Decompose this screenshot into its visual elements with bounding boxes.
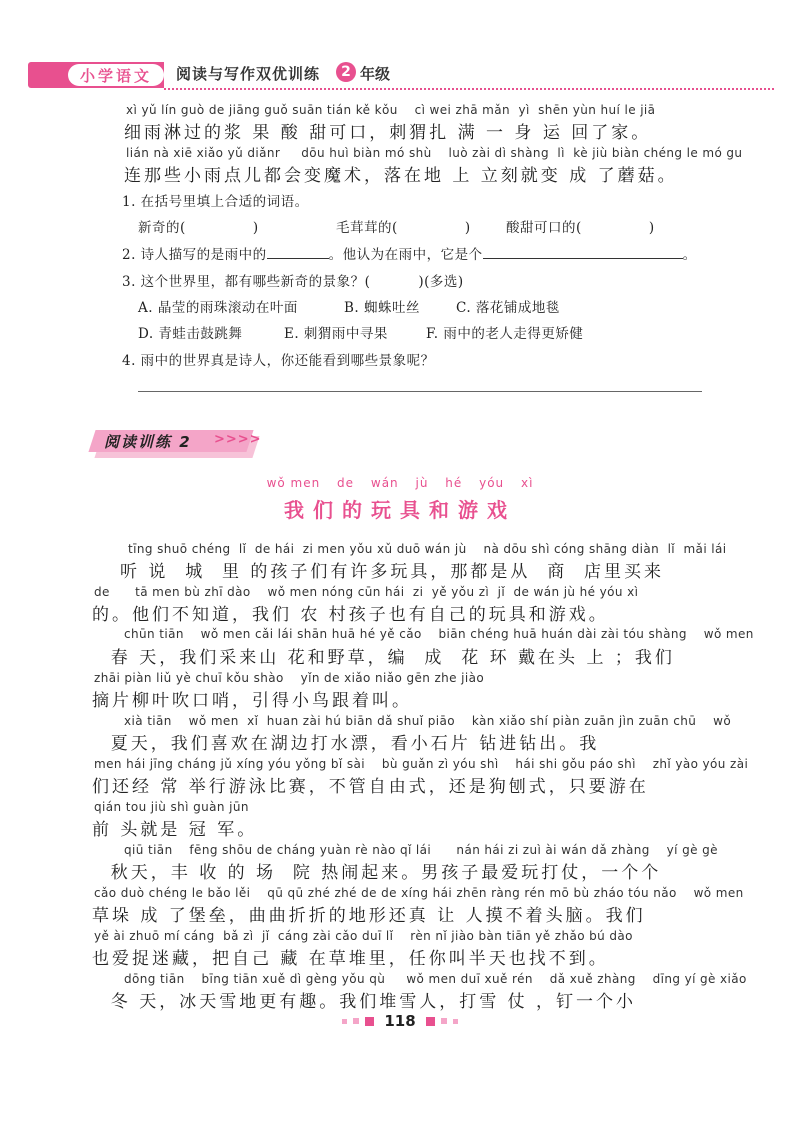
passage-pinyin: cǎo duò chéng le bǎo lěi qū qū zhé zhé de de xíng hái zhēn ràng rén mō bù zháo tóu nǎo wǒ men bbox=[94, 886, 744, 900]
book-title: 阅读与写作双优训练 bbox=[176, 65, 321, 83]
q3-option-d: D. 青蛙击鼓跳舞 bbox=[138, 326, 243, 342]
subject-badge: 小学语文 bbox=[68, 64, 164, 86]
footer-square-icon bbox=[426, 1017, 435, 1026]
question-3: 3. 这个世界里，都有哪些新奇的景象？( )(多选) bbox=[122, 274, 464, 290]
passage-text: 摘片柳叶吹口哨，引得小鸟跟着叫。 bbox=[92, 691, 412, 711]
q3-option-e: E. 刺猬雨中寻果 bbox=[284, 326, 388, 342]
footer-dot-icon bbox=[342, 1019, 347, 1024]
passage-pinyin: qiū tiān fēng shōu de cháng yuàn rè nào qǐ lái nán hái zi zuì ài wán dǎ zhàng yí gè gè bbox=[124, 843, 718, 857]
passage-pinyin: zhāi piàn liǔ yè chuī kǒu shào yǐn de xiǎo niǎo gēn zhe jiào bbox=[94, 671, 485, 685]
poem-line1-pinyin: xì yǔ lín guò de jiāng guǒ suān tián kě kǒu cì wei zhā mǎn yì shēn yùn huí le jiā bbox=[126, 103, 656, 117]
q3-option-b: B. 蜘蛛吐丝 bbox=[344, 300, 421, 316]
grade-label: 年级 bbox=[360, 65, 391, 83]
poem-line2-text: 连那些小雨点儿都会变魔术，落在地 上 立刻就变 成 了蘑菇。 bbox=[124, 166, 678, 186]
question-1: 1. 在括号里填上合适的词语。 bbox=[122, 194, 309, 210]
title-pinyin-syllable: hé bbox=[445, 476, 463, 490]
passage-text: 草垛 成 了堡垒，曲曲折折的地形还真 让 人摸不着头脑。我们 bbox=[92, 906, 646, 926]
title-pinyin-syllable: yóu bbox=[479, 476, 505, 490]
passage-text: 冬 天，冰天雪地更有趣。我们堆雪人，打雪 仗 ，钉一个小 bbox=[94, 992, 637, 1012]
title-pinyin-syllable: de bbox=[337, 476, 355, 490]
passage-pinyin: chūn tiān wǒ men cǎi lái shān huā hé yě cǎo biān chéng huā huán dài zài tóu shàng wǒ men bbox=[124, 627, 754, 641]
poem-line2-pinyin: lián nà xiē xiǎo yǔ diǎnr dōu huì biàn mó shù luò zài dì shàng lì kè jiù biàn chéng le mó gu bbox=[126, 146, 743, 160]
page-footer bbox=[0, 1012, 800, 1030]
page-number: 118 bbox=[384, 1012, 416, 1030]
passage-text: 的。他们不知道，我们 农 村孩子也有自己的玩具和游戏。 bbox=[92, 605, 609, 625]
q1-blank-1[interactable]: 新奇的( ) bbox=[138, 220, 259, 236]
passage-text: 春 天，我们采来山 花和野草，编 成 花 环 戴在头 上 ；我们 bbox=[94, 648, 675, 668]
q3-option-a: A. 晶莹的雨珠滚动在叶面 bbox=[138, 300, 298, 316]
passage-pinyin: de tā men bù zhī dào wǒ men nóng cūn hái zi yě yǒu zì jǐ de wán jù hé yóu xì bbox=[94, 585, 639, 599]
passage-pinyin: dōng tiān bīng tiān xuě dì gèng yǒu qù wǒ men duī xuě rén dǎ xuě zhàng dīng yí gè xiǎo bbox=[124, 972, 747, 986]
footer-dot-icon bbox=[353, 1018, 359, 1024]
footer-dot-icon bbox=[441, 1018, 447, 1024]
passage-pinyin: qián tou jiù shì guàn jūn bbox=[94, 800, 249, 814]
passage-text: 前 头就是 冠 军。 bbox=[92, 820, 258, 840]
passage-text: 听 说 城 里 的孩子们有许多玩具，那都是从 商 店里买来 bbox=[120, 562, 665, 582]
question-2 bbox=[122, 243, 697, 263]
passage-pinyin: xià tiān wǒ men xǐ huan zài hú biān dǎ shuǐ piāo kàn xiǎo shí piàn zuān jìn zuān chū wǒ bbox=[124, 714, 732, 728]
passage-text: 也爱捉迷藏，把自己 藏 在草堆里，任你叫半天也找不到。 bbox=[92, 949, 609, 969]
section-label: 阅读训练 2 bbox=[104, 433, 192, 451]
q3-option-f: F. 雨中的老人走得更矫健 bbox=[426, 326, 584, 342]
q2-part-b: 。他认为在雨中，它是个 bbox=[328, 247, 483, 263]
q2-part-a: 2. 诗人描写的是雨中的 bbox=[122, 247, 267, 263]
q1-blank-2[interactable]: 毛茸茸的( ) bbox=[336, 220, 471, 236]
q2-answer-blank-1[interactable] bbox=[267, 258, 329, 259]
footer-square-icon bbox=[365, 1017, 374, 1026]
poem-line1-text: 细雨淋过的浆 果 酸 甜可口，刺猬扎 满 一 身 运 回了家。 bbox=[124, 123, 652, 143]
passage-pinyin: yě ài zhuō mí cáng bǎ zì jǐ cáng zài cǎo duī lǐ rèn nǐ jiào bàn tiān yě zhǎo bú dào bbox=[94, 929, 633, 943]
q4-answer-line[interactable] bbox=[138, 391, 702, 392]
passage-pinyin: tīng shuō chéng lǐ de hái zi men yǒu xǔ duō wán jù nà dōu shì cóng shāng diàn lǐ mǎi lái bbox=[128, 542, 727, 556]
section-arrows-icon: >>>> bbox=[214, 432, 262, 447]
footer-dot-icon bbox=[453, 1019, 458, 1024]
passage-pinyin: men hái jīng cháng jǔ xíng yóu yǒng bǐ sài bù guǎn zì yóu shì hái shi gǒu páo shì zhǐ yào yóu zài bbox=[94, 757, 749, 771]
question-4: 4. 雨中的世界真是诗人，你还能看到哪些景象呢？ bbox=[122, 353, 435, 369]
passage-text: 夏天，我们喜欢在湖边打水漂，看小石片 钻进钻出。我 bbox=[94, 734, 600, 754]
passage-title: 我们的玩具和游戏 bbox=[284, 498, 516, 522]
title-pinyin-syllable: jù bbox=[415, 476, 429, 490]
q2-answer-blank-2[interactable] bbox=[483, 258, 683, 259]
q1-blank-3[interactable]: 酸甜可口的( ) bbox=[506, 220, 655, 236]
passage-text: 秋天，丰 收 的 场 院 热闹起来。男孩子最爱玩打仗，一个个 bbox=[94, 863, 662, 883]
title-pinyin-syllable: xì bbox=[520, 476, 534, 490]
title-pinyin-syllable: wǒ men bbox=[266, 476, 321, 490]
q3-option-c: C. 落花铺成地毯 bbox=[456, 300, 560, 316]
grade-number: 2 bbox=[336, 62, 356, 82]
header-divider bbox=[164, 88, 774, 90]
title-pinyin bbox=[0, 476, 800, 490]
q2-part-c: 。 bbox=[682, 247, 697, 263]
passage-text: 们还经 常 举行游泳比赛，不管自由式，还是狗刨式，只要游在 bbox=[92, 777, 649, 797]
title-pinyin-syllable: wán bbox=[370, 476, 399, 490]
